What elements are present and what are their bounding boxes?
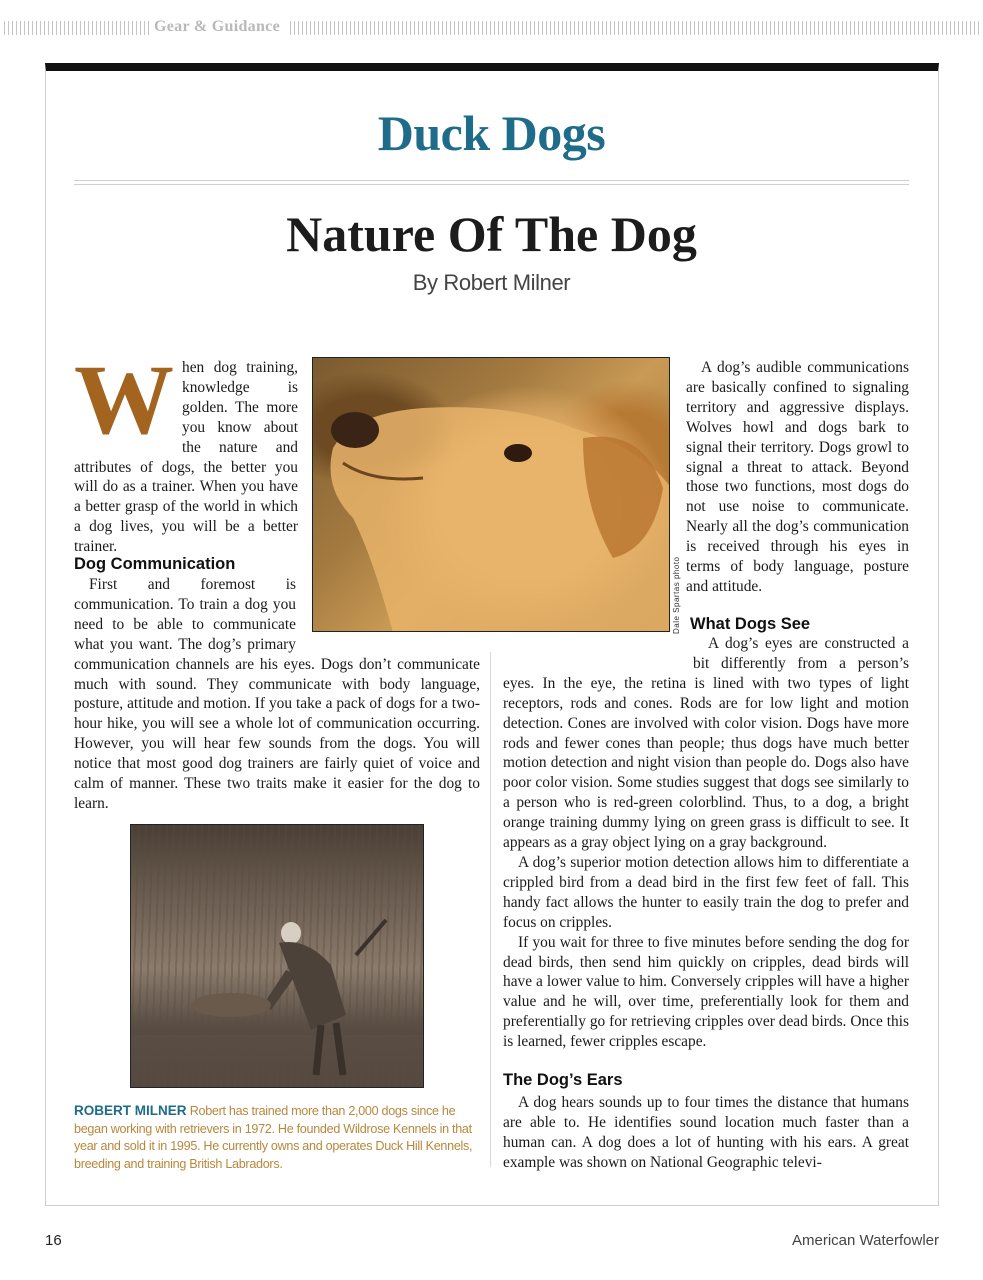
- dog-head-photo: [312, 357, 670, 632]
- communication-paragraph: First and foremost is communication. To train a dog you need to be able to communicate what you want. The dog’s primary communication channels are his eyes. Dogs don’t communicate much with sound. They communicate with body language, posture, attitude and motion. If you take a pack of dogs for a two-hour hike, you will see a whole lot of communication occurring. However, you will hear few sounds from the dogs. You will notice that most good dog trainers are fairly quiet of voice and calm of manner. These two traits make it easier for the dog to learn.: [74, 576, 480, 812]
- ears-heading-wrap: [503, 1070, 909, 1090]
- audible-paragraph: A dog’s audible communications are basically confined to signaling territory and aggressive displays. Wolves howl and dogs bark to signal their territory. Dogs growl to signal a threat to attack. Beyond those two functions, most dogs do not use noise to communicate. Nearly all the dog’s communication is received through his eyes in terms of body language, posture and attitude.: [686, 359, 909, 595]
- what-dogs-see-heading-wrap: [690, 614, 909, 634]
- audible-column: [686, 358, 909, 597]
- cripples-paragraph: If you wait for three to five minutes before sending the dog for dead birds, then send him quickly on cripples, dead birds will have a lower value to him. Conversely cripples will have a higher value and he will, over time, preferentially look for them and preferentially go for retrieving cripples over dead birds. Once this is learned, fewer cripples escape.: [503, 933, 909, 1051]
- vision-column: [503, 634, 909, 1052]
- byline: By Robert Milner: [412, 270, 571, 295]
- motion-paragraph: A dog’s superior motion detection allows him to differentiate a crippled bird from a dead bird in the first few feet of fall. This handy fact allows the hunter to easily train the dog to prefer and focus on cripples.: [503, 853, 909, 931]
- author-marsh-photo: [130, 824, 424, 1088]
- subhead-what-dogs-see: What Dogs See: [690, 615, 811, 633]
- bio-name: ROBERT MILNER: [74, 1103, 187, 1118]
- decorative-ticks-right: [290, 21, 980, 35]
- column-divider: [490, 652, 491, 1167]
- decorative-ticks-left: [4, 21, 152, 35]
- vision-spacer: [503, 634, 693, 654]
- subhead-dogs-ears: The Dog’s Ears: [503, 1071, 623, 1089]
- section-title: Duck Dogs: [377, 105, 606, 161]
- page-number: 16: [45, 1232, 62, 1249]
- dropcap: W: [74, 344, 174, 455]
- subhead-dog-communication: Dog Communication: [74, 555, 236, 573]
- vision-paragraph: A dog’s eyes are constructed a bit differently from a person’s eyes. In the eye, the retina is lined with two types of light receptors, rods and cones. Rods are for low light and motion detection. Cones are involved with color vision. Dogs have more rods and fewer cones than people; thus dogs have much better motion detection and night vision than people do. Dogs also have poor color vision. Some studies suggest that dogs see similarly to a person who is red-green colorblind. Thus, to a dog, a bright orange training dummy lying on green grass is difficult to see. It appears as a gray object lying on a gray background.: [503, 635, 909, 852]
- dog-head-illustration: [313, 358, 670, 632]
- dog-communication-column: [74, 554, 298, 574]
- title-rule-bottom: [74, 184, 909, 185]
- bio-text: Robert has trained more than 2,000 dogs since he began working with retrievers in 1972. He founded Wildrose Kennels in that year and sold it in 1995. He currently owns and operates Duck Hill Kennels, breeding and training British Labradors.: [74, 1104, 473, 1171]
- photo-credit: Dale Spartas photo: [672, 556, 681, 634]
- section-header-strip: [0, 16, 983, 38]
- intro-column: [74, 344, 298, 557]
- article-title: Nature Of The Dog: [286, 206, 697, 262]
- author-illustration: [131, 825, 424, 1088]
- author-bio: [74, 1102, 480, 1173]
- publication-name: American Waterfowler: [792, 1232, 939, 1249]
- title-rule-top: [74, 180, 909, 181]
- section-label: Gear & Guidance: [154, 18, 280, 35]
- ears-paragraph: A dog hears sounds up to four times the distance that humans are able to. He identifies sound location much faster than a human can. A dog does a lot of hunting with his ears. A great example was shown on National Geographic televi-: [503, 1094, 909, 1171]
- ears-column: [503, 1093, 909, 1173]
- intro-paragraph: hen dog training, knowledge is golden. The more you know about the nature and attributes of dogs, the better you will do as a trainer. When you have a better grasp of the world in which a dog lives, you will be a better trainer.: [74, 359, 298, 556]
